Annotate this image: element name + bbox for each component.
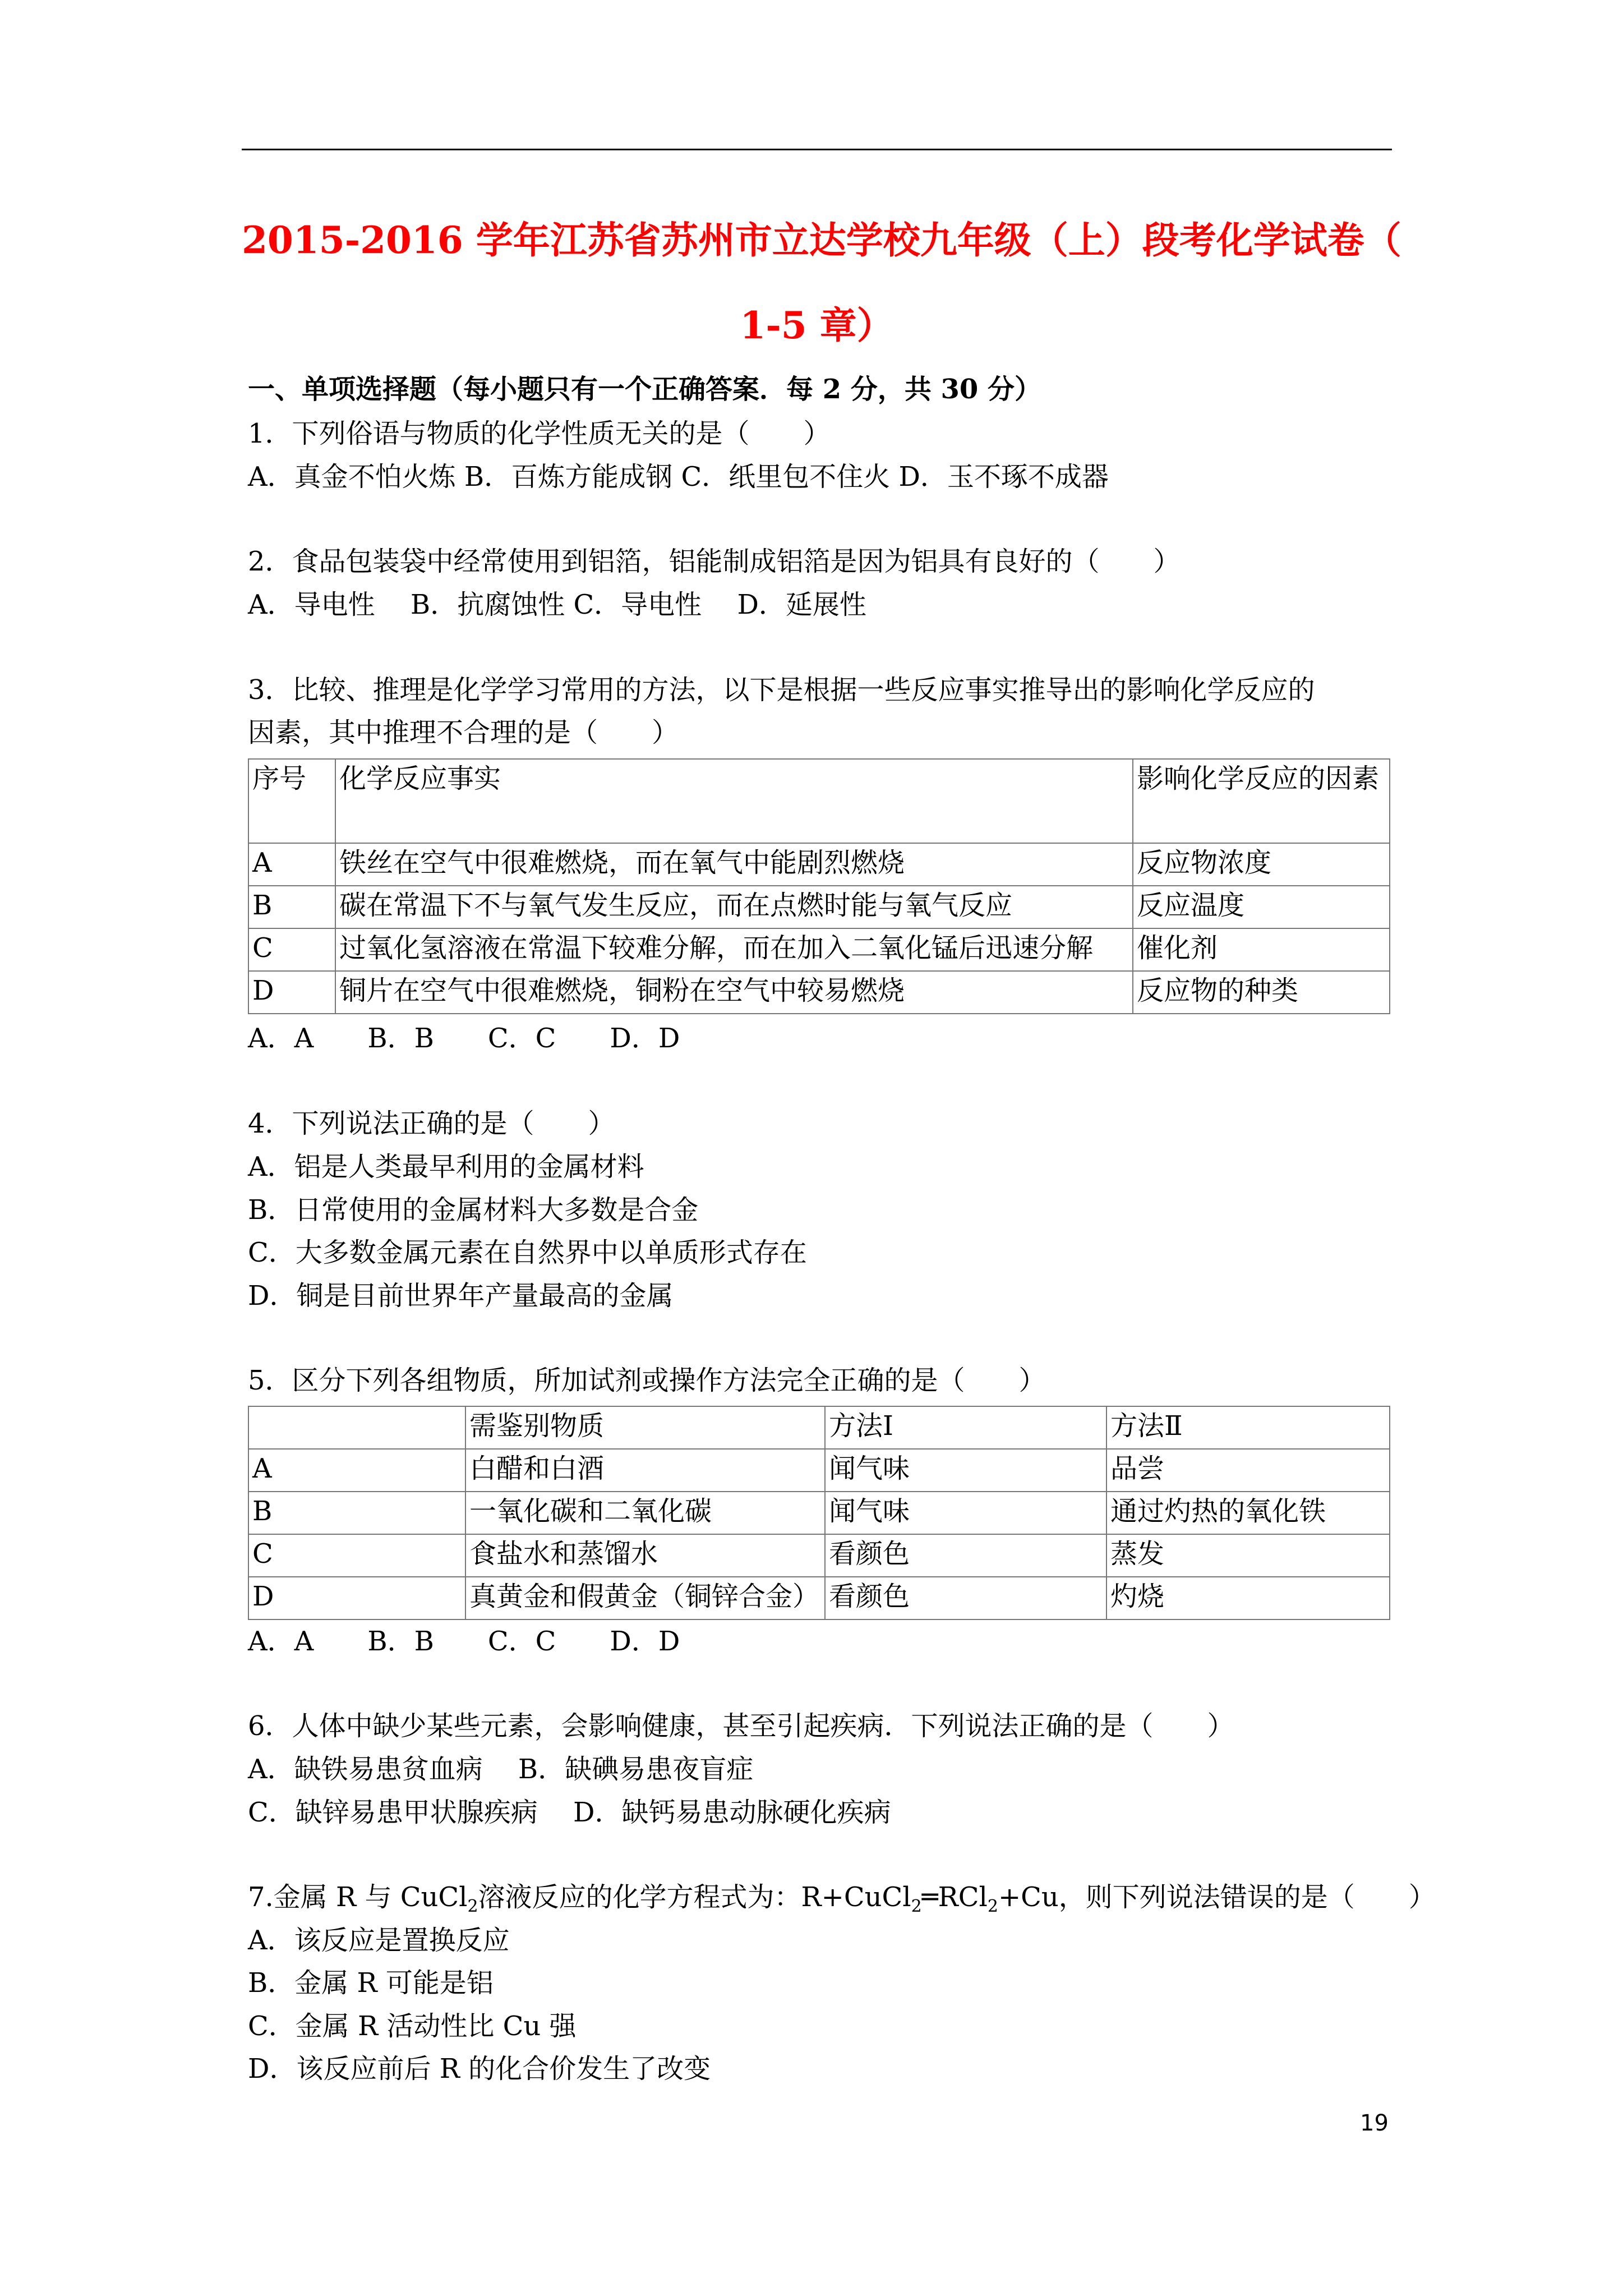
table-row (248, 971, 1390, 1014)
table-cell: 蒸发 (1106, 1534, 1390, 1577)
table-header-cell: 序号 (248, 759, 335, 843)
exam-title-line2: 1-5 章） (740, 303, 894, 347)
table-header-cell: 化学反应事实 (335, 759, 1133, 843)
table-cell: 铁丝在空气中很难燃烧，而在氧气中能剧烈燃烧 (335, 843, 1133, 886)
q7-stem-part: 溶液反应的化学方程式为：R+CuCl (478, 1881, 911, 1913)
table-cell: 过氧化氢溶液在常温下较难分解，而在加入二氧化锰后迅速分解 (335, 928, 1133, 971)
q7-option-c: C．金属 R 活动性比 Cu 强 (248, 2010, 577, 2042)
q3-options: A．A B．B C．C D．D (248, 1023, 680, 1054)
table-cell: 催化剂 (1133, 928, 1390, 971)
subscript-2: 2 (987, 1897, 998, 1916)
q3-table (248, 758, 1390, 1014)
table-cell: 反应物浓度 (1133, 843, 1390, 886)
q7-option-a: A．该反应是置换反应 (248, 1925, 510, 1956)
q1-stem: 1．下列俗语与物质的化学性质无关的是（ ） (248, 418, 831, 449)
q4-stem: 4．下列说法正确的是（ ） (248, 1108, 615, 1139)
table-cell: A (248, 1449, 465, 1492)
q7-stem-part: 7.金属 R 与 CuCl (248, 1881, 468, 1913)
subscript-2: 2 (911, 1897, 922, 1916)
table-cell: D (248, 1577, 465, 1619)
table-header-row (248, 759, 1390, 843)
table-header-cell: 方法Ⅱ (1106, 1406, 1390, 1449)
q2-options: A．导电性 B．抗腐蚀性 C．导电性 D．延展性 (248, 589, 866, 620)
q3-stem-line1: 3．比较、推理是化学学习常用的方法，以下是根据一些反应事实推导出的影响化学反应的 (248, 674, 1315, 706)
q7-stem-part: +Cu，则下列说法错误的是（ ） (998, 1881, 1436, 1913)
table-cell: 食盐水和蒸馏水 (465, 1534, 825, 1577)
table-cell: 看颜色 (825, 1577, 1106, 1619)
q6-stem: 6．人体中缺少某些元素，会影响健康，甚至引起疾病．下列说法正确的是（ ） (248, 1710, 1234, 1742)
table-row (248, 843, 1390, 886)
q5-stem: 5．区分下列各组物质，所加试剂或操作方法完全正确的是（ ） (248, 1365, 1046, 1396)
q4-option-b: B．日常使用的金属材料大多数是合金 (248, 1194, 699, 1226)
table-cell: 灼烧 (1106, 1577, 1390, 1619)
table-cell: 品尝 (1106, 1449, 1390, 1492)
table-row (248, 1534, 1390, 1577)
q4-option-c: C．大多数金属元素在自然界中以单质形式存在 (248, 1237, 807, 1268)
q7-option-d: D．该反应前后 R 的化合价发生了改变 (248, 2053, 711, 2085)
header-rule (242, 149, 1392, 150)
exam-title-line1: 2015-2016 学年江苏省苏州市立达学校九年级（上）段考化学试卷（ (242, 218, 1401, 262)
table-cell: 铜片在空气中很难燃烧，铜粉在空气中较易燃烧 (335, 971, 1133, 1014)
table-cell: B (248, 886, 335, 928)
q5-options: A．A B．B C．C D．D (248, 1626, 680, 1657)
table-cell: 真黄金和假黄金（铜锌合金） (465, 1577, 825, 1619)
page-number: 19 (1360, 2110, 1389, 2136)
table-cell: A (248, 843, 335, 886)
q6-options-cd: C．缺锌易患甲状腺疾病 D．缺钙易患动脉硬化疾病 (248, 1797, 891, 1828)
table-cell: 闻气味 (825, 1492, 1106, 1534)
section-heading: 一、单项选择题（每小题只有一个正确答案．每 2 分，共 30 分） (248, 374, 1042, 405)
q2-stem: 2．食品包装袋中经常使用到铝箔，铝能制成铝箔是因为铝具有良好的（ ） (248, 546, 1181, 577)
table-cell: C (248, 1534, 465, 1577)
table-cell: D (248, 971, 335, 1014)
table-cell: 碳在常温下不与氧气发生反应，而在点燃时能与氧气反应 (335, 886, 1133, 928)
table-cell: 通过灼热的氧化铁 (1106, 1492, 1390, 1534)
subscript-2: 2 (467, 1897, 478, 1916)
table-cell: 白醋和白酒 (465, 1449, 825, 1492)
q7-stem-part: ═RCl (921, 1881, 988, 1913)
table-row (248, 1492, 1390, 1534)
table-cell: 反应温度 (1133, 886, 1390, 928)
table-header-cell: 方法Ⅰ (825, 1406, 1106, 1449)
table-header-cell: 影响化学反应的因素 (1133, 759, 1390, 843)
table-row (248, 1577, 1390, 1619)
q4-option-a: A．铝是人类最早利用的金属材料 (248, 1151, 644, 1182)
table-cell: 闻气味 (825, 1449, 1106, 1492)
q3-stem-line2: 因素，其中推理不合理的是（ ） (248, 717, 679, 748)
q7-stem (248, 1880, 1436, 1914)
table-header-cell (248, 1406, 465, 1449)
q1-options: A．真金不怕火炼 B．百炼方能成钢 C．纸里包不住火 D．玉不琢不成器 (248, 461, 1109, 493)
table-cell: 一氧化碳和二氧化碳 (465, 1492, 825, 1534)
table-cell: 反应物的种类 (1133, 971, 1390, 1014)
table-cell: B (248, 1492, 465, 1534)
table-row (248, 928, 1390, 971)
table-row (248, 886, 1390, 928)
q6-options-ab: A．缺铁易患贫血病 B．缺碘易患夜盲症 (248, 1754, 754, 1785)
table-cell: C (248, 928, 335, 971)
table-row (248, 1449, 1390, 1492)
q4-option-d: D．铜是目前世界年产量最高的金属 (248, 1280, 674, 1312)
q7-option-b: B．金属 R 可能是铝 (248, 1967, 494, 1999)
q5-table (248, 1406, 1390, 1620)
table-cell: 看颜色 (825, 1534, 1106, 1577)
table-header-row (248, 1406, 1390, 1449)
table-header-cell: 需鉴别物质 (465, 1406, 825, 1449)
